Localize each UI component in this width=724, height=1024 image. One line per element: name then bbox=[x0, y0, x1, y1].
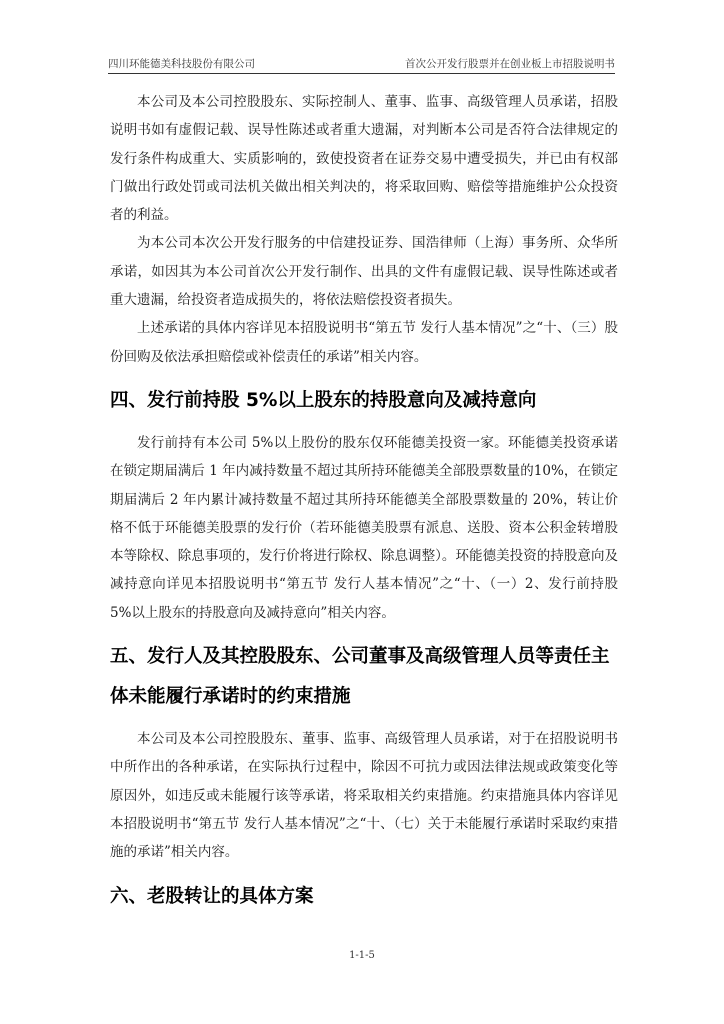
paragraph-commitment-intermediaries: 为本公司本次公开发行服务的中信建投证券、国浩律师（上海）事务所、众华所承诺，如因其为本公司首次公开发行制作、出具的文件有虚假记载、误导性陈述或者重大遗漏，给投资者造成损失的，将依法赔偿投资者损失。 bbox=[110, 235, 618, 309]
header-document-title: 首次公开发行股票并在创业板上市招股说明书 bbox=[405, 58, 615, 70]
paragraph-commitment-company: 本公司及本公司控股股东、实际控制人、董事、监事、高级管理人员承诺，招股说明书如有虚假记载、误导性陈述或者重大遗漏，对判断本公司是否符合法律规定的发行条件构成重大、实质影响的，致使投资者在证券交易中遭受损失，并已由有权部门做出行政处罚或司法机关做出相关判决的，将采取回购、赔偿等措施维护公众投资者的利益。 bbox=[110, 94, 618, 224]
header-company-name: 四川环能德美科技股份有限公司 bbox=[108, 58, 255, 70]
section-heading-5: 五、发行人及其控股股东、公司董事及高级管理人员等责任主体未能履行承诺时的约束措施 bbox=[110, 646, 610, 708]
section-heading-6: 六、老股转让的具体方案 bbox=[110, 885, 314, 907]
page-body bbox=[110, 88, 618, 917]
paragraph-restraint-measures: 本公司及本公司控股股东、董事、监事、高级管理人员承诺，对于在招股说明书中所作出的各种承诺，在实际执行过程中，除因不可抗力或因法律法规或政策变化等原因外，如违反或未能履行该等承诺，将采取相关约束措施。约束措施具体内容详见本招股说明书“第五节 发行人基本情况”之“十、（七）关于未能履行承诺时采取约束措施的承诺”相关内容。 bbox=[110, 731, 618, 861]
section-heading-4: 四、发行前持股 5%以上股东的持股意向及减持意向 bbox=[110, 389, 537, 411]
page-number: 1-1-5 bbox=[349, 950, 375, 961]
page-header bbox=[108, 54, 615, 74]
paragraph-commitment-reference: 上述承诺的具体内容详见本招股说明书“第五节 发行人基本情况”之“十、（三）股份回购及依法承担赔偿或补偿责任的承诺”相关内容。 bbox=[110, 320, 618, 365]
paragraph-shareholding-intent: 发行前持有本公司 5%以上股份的股东仅环能德美投资一家。环能德美投资承诺在锁定期届满后 1 年内减持数量不超过其所持环能德美全部股票数量的10%，在锁定期届满后 2 年内累计减持数量不超过其所持环能德美全部股票数量的 20%，转让价格不低于环能德美股票的发行价（若环能德美股票有派息、送股、资本公积金转增股本等除权、除息事项的，发行价将进行除权、除息调整）。环能德美投资的持股意向及减持意向详见本招股说明书“第五节 发行人基本情况”之“十、（一）2、发行前持股 5%以上股东的持股意向及减持意向”相关内容。 bbox=[110, 434, 618, 621]
